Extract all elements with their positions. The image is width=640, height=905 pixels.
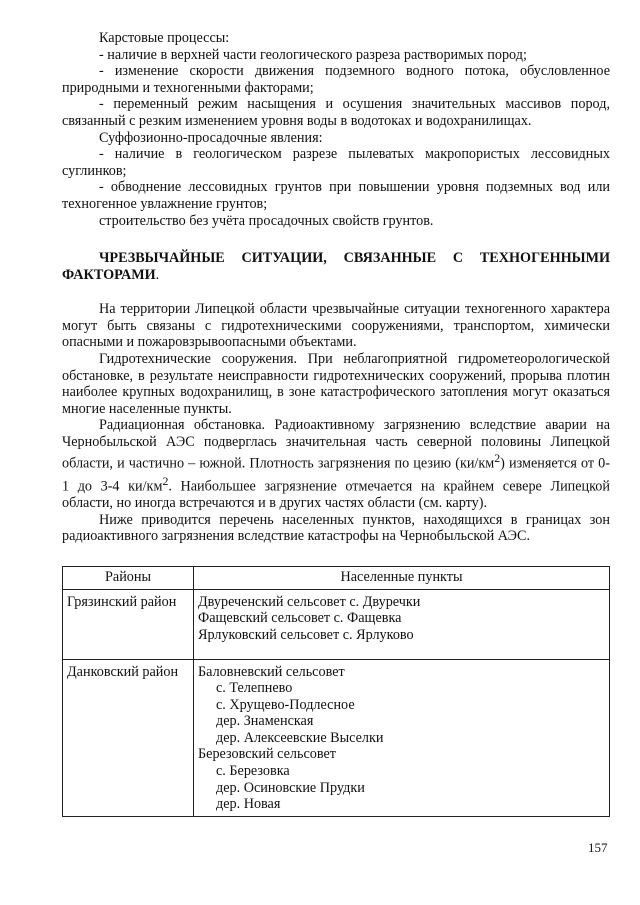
settlement-line: Ярлуковский сельсовет с. Ярлуково bbox=[198, 626, 414, 643]
radiation-text-c: . Наибольшее загрязнение отмечается на крайнем севере Липецкой области, но иногда встречаются и в других частях области (см. карту). bbox=[62, 478, 610, 512]
section-heading-text: ЧРЕЗВЫЧАЙНЫЕ СИТУАЦИИ, СВЯЗАННЫЕ С ТЕХНОГЕННЫМИ ФАКТОРАМИ bbox=[62, 250, 610, 284]
paragraph-technogenic: На территории Липецкой области чрезвычайные ситуации техногенного характера могут быть связаны с гидротехническими сооружениями, транспортом, химически опасными и пожаровзрывоопасными объектами. bbox=[62, 301, 610, 351]
settlement-line: с. Хрущево-Подлесное bbox=[216, 696, 355, 713]
radiation-sup-1: 2 bbox=[494, 451, 501, 466]
table-row bbox=[63, 659, 610, 816]
table-row bbox=[63, 589, 610, 659]
page-number: 157 bbox=[588, 840, 608, 855]
settlement-line: дер. Новая bbox=[216, 796, 281, 813]
settlements-cell bbox=[194, 659, 610, 816]
settlement-line: с. Березовка bbox=[216, 763, 290, 780]
section-heading bbox=[62, 250, 610, 284]
contamination-table bbox=[62, 566, 610, 817]
settlement-line: Березовский сельсовет bbox=[198, 746, 336, 763]
table-header-row bbox=[63, 566, 610, 589]
section-heading-dot: . bbox=[155, 267, 160, 284]
settlement-line: Двуреченский сельсовет с. Двуречки bbox=[198, 593, 421, 610]
settlements-cell bbox=[194, 589, 610, 659]
list-item: - обводнение лессовидных грунтов при повышении уровня подземных вод или техногенное увлажнение грунтов; bbox=[62, 179, 610, 212]
table-body bbox=[63, 589, 610, 816]
table-header-districts: Районы bbox=[63, 566, 194, 589]
list-item: Суффозионно-просадочные явления: bbox=[99, 129, 323, 146]
list-item: строительство без учёта просадочных свойств грунтов. bbox=[99, 212, 434, 229]
hazard-list bbox=[62, 30, 610, 229]
page-content bbox=[62, 30, 610, 817]
radiation-text-b: ) изменяется от 0-1 до 3-4 ки/км bbox=[62, 456, 610, 495]
list-item: - наличие в геологическом разрезе пылеватых макропористых лессовидных суглинков; bbox=[62, 146, 610, 179]
paragraph-list-intro: Ниже приводится перечень населенных пунктов, находящихся в границах зон радиоактивного загрязнения вследствие катастрофы на Чернобыльской АЭС. bbox=[62, 511, 610, 545]
settlement-line: дер. Знаменская bbox=[216, 713, 314, 730]
district-cell: Данковский район bbox=[63, 659, 194, 816]
district-cell: Грязинский район bbox=[63, 589, 194, 659]
paragraph-radiation bbox=[62, 417, 610, 511]
list-item: Карстовые процессы: bbox=[99, 30, 230, 46]
list-item: - наличие в верхней части геологического разреза растворимых пород; bbox=[99, 46, 527, 63]
settlement-line: Баловневский сельсовет bbox=[198, 663, 345, 680]
table-header-settlements: Населенные пункты bbox=[194, 566, 610, 589]
paragraph-hydrotechnical: Гидротехнические сооружения. При неблагоприятной гидрометеорологической обстановке, в результате неисправности гидротехнических сооружений, прорыва плотин наиболее крупных водохранилищ, в зоне катастрофического затопления могут оказаться многие населенные пункты. bbox=[62, 350, 610, 417]
settlement-line: с. Телепнево bbox=[216, 680, 293, 697]
radiation-sup-2: 2 bbox=[162, 473, 169, 488]
settlement-line: Фащевский сельсовет с. Фащевка bbox=[198, 610, 402, 627]
list-item: - переменный режим насыщения и осушения значительных массивов пород, связанный с резким изменением уровня воды в водотоках и водохранилищах. bbox=[62, 96, 610, 129]
list-item: - изменение скорости движения подземного водного потока, обусловленное природными и техногенными факторами; bbox=[62, 63, 610, 96]
settlement-line: дер. Алексеевские Выселки bbox=[216, 729, 384, 746]
settlement-line: дер. Осиновские Прудки bbox=[216, 779, 365, 796]
radiation-text-a: Радиационная обстановка. Радиоактивному загрязнению вследствие аварии на Чернобыльской АЭС подверглась значительная часть северной половины Липецкой области, и частично – южной. Плотность загрязнения по цезию (ки/км bbox=[62, 417, 610, 473]
